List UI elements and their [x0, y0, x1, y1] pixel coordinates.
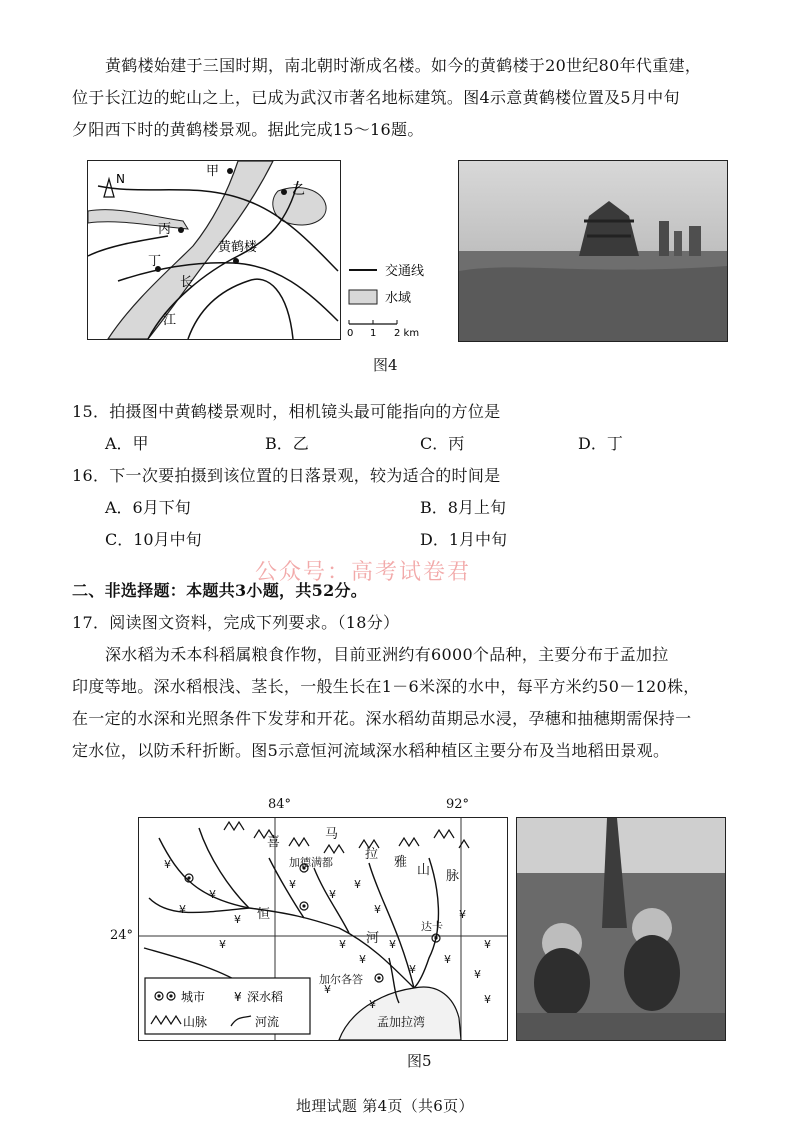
section2-heading: 二、非选择题：本题共3小题，共52分。 [72, 581, 368, 600]
scale-1: 1 [370, 328, 377, 338]
svg-text:¥: ¥ [164, 858, 171, 871]
label-jiang: 江 [163, 313, 177, 328]
svg-text:¥: ¥ [219, 938, 226, 951]
q15-option-b[interactable]: B．乙 [265, 434, 309, 453]
q17-line-2: 印度等地。深水稻根浅、茎长，一般生长在1－6米深的水中，每平方米约50－120株， [72, 677, 700, 696]
svg-text:¥: ¥ [354, 878, 361, 891]
q16-stem: 16．下一次要拍摄到该位置的日落景观，较为适合的时间是 [72, 466, 501, 485]
q15-option-a[interactable]: A．甲 [105, 434, 149, 453]
q15-option-d[interactable]: D．丁 [578, 434, 623, 453]
point-jia [227, 168, 233, 174]
label-bing: 丙 [158, 222, 172, 237]
legend-transport-label: 交通线 [385, 264, 425, 279]
q16-option-d[interactable]: D．1月中旬 [420, 530, 508, 549]
q15-option-c[interactable]: C．丙 [420, 434, 465, 453]
svg-text:¥: ¥ [359, 953, 366, 966]
legend-river-label: 河流 [255, 1015, 280, 1029]
label-la: 拉 [365, 847, 379, 862]
label-heng: 恒 [257, 907, 271, 922]
fig5-legend [145, 978, 310, 1034]
page-footer: 地理试题 第4页（共6页） [296, 1097, 474, 1115]
svg-text:¥: ¥ [209, 888, 216, 901]
north-label: N [116, 172, 125, 186]
svg-text:¥: ¥ [179, 903, 186, 916]
fig5-lon92: 92° [446, 797, 470, 812]
svg-text:¥: ¥ [234, 990, 242, 1004]
label-mai: 脉 [446, 869, 460, 884]
himalaya-mountains [224, 822, 469, 853]
city-markers [185, 864, 440, 982]
han-river-shape [88, 210, 188, 229]
point-bing [178, 227, 184, 233]
svg-text:¥: ¥ [289, 878, 296, 891]
fig5-lat24: 24° [110, 928, 134, 943]
watermark: 公众号：高考试卷君 [255, 560, 472, 585]
svg-text:¥: ¥ [374, 903, 381, 916]
svg-text:¥: ¥ [369, 998, 376, 1011]
label-yi: 乙 [292, 183, 306, 198]
svg-text:¥: ¥ [444, 953, 451, 966]
fig5-lon84: 84° [268, 797, 292, 812]
label-xi: 喜 [267, 835, 281, 850]
fig4-map [87, 160, 341, 340]
svg-text:¥: ¥ [389, 938, 396, 951]
fig5-photo [516, 817, 726, 1041]
label-shan: 山 [417, 863, 431, 878]
point-landmark [233, 258, 239, 264]
intro-line-3: 夕阳西下时的黄鹤楼景观。据此完成15～16题。 [72, 120, 424, 139]
legend-rice-label: 深水稻 [247, 990, 284, 1004]
label-bay: 孟加拉湾 [377, 1015, 426, 1029]
svg-text:¥: ¥ [484, 993, 491, 1006]
svg-text:¥: ¥ [474, 968, 481, 981]
scale-0: 0 [347, 328, 354, 338]
label-he: 河 [366, 931, 380, 946]
transport-line-4 [188, 279, 293, 339]
label-kathmandu: 加德满都 [289, 856, 333, 869]
label-ya: 雅 [394, 855, 408, 870]
label-kolkata: 加尔各答 [319, 973, 363, 986]
label-jia: 甲 [206, 164, 220, 179]
scale-2: 2 km [394, 328, 420, 338]
svg-text:¥: ¥ [409, 963, 416, 976]
q16-option-a[interactable]: A．6月下旬 [105, 498, 191, 517]
transport-line-5 [88, 236, 168, 256]
label-dhaka: 达卡 [421, 920, 443, 933]
fig4-caption: 图4 [373, 356, 398, 374]
q17-line-1: 深水稻为禾本科稻属粮食作物，目前亚洲约有6000个品种，主要分布于孟加拉 [105, 645, 669, 664]
svg-text:¥: ¥ [339, 938, 346, 951]
label-ma: 马 [325, 827, 339, 842]
legend-mountain-label: 山脉 [183, 1015, 208, 1029]
fig4-photo [458, 160, 728, 342]
fig4-legend [345, 258, 455, 338]
svg-text:¥: ¥ [329, 888, 336, 901]
label-chang: 长 [180, 275, 194, 290]
q16-option-c[interactable]: C．10月中旬 [105, 530, 202, 549]
q17-line-4: 定水位，以防禾秆折断。图5示意恒河流域深水稻种植区主要分布及当地稻田景观。 [72, 741, 670, 760]
fig5-map [138, 817, 508, 1041]
legend-water-swatch [349, 290, 377, 304]
q16-option-b[interactable]: B．8月上旬 [420, 498, 506, 517]
fig5-caption: 图5 [407, 1052, 432, 1070]
svg-text:¥: ¥ [234, 913, 241, 926]
svg-text:¥: ¥ [324, 983, 331, 996]
q17-stem: 17．阅读图文资料，完成下列要求。（18分） [72, 613, 400, 632]
svg-text:¥: ¥ [484, 938, 491, 951]
point-yi [281, 189, 287, 195]
label-ding: 丁 [148, 254, 162, 269]
q17-line-3: 在一定的水深和光照条件下发芽和开花。深水稻幼苗期忌水浸，孕穗和抽穗期需保持一 [72, 709, 692, 728]
label-landmark: 黄鹤楼 [218, 240, 258, 255]
legend-city-label: 城市 [181, 990, 206, 1004]
intro-line-2: 位于长江边的蛇山之上，已成为武汉市著名地标建筑。图4示意黄鹤楼位置及5月中旬 [72, 88, 680, 107]
q15-stem: 15．拍摄图中黄鹤楼景观时，相机镜头最可能指向的方位是 [72, 402, 501, 421]
legend-water-label: 水域 [385, 291, 412, 306]
bay-of-bengal [339, 987, 461, 1040]
intro-line-1: 黄鹤楼始建于三国时期，南北朝时渐成名楼。如今的黄鹤楼于20世纪80年代重建， [105, 56, 702, 75]
svg-text:¥: ¥ [459, 908, 466, 921]
